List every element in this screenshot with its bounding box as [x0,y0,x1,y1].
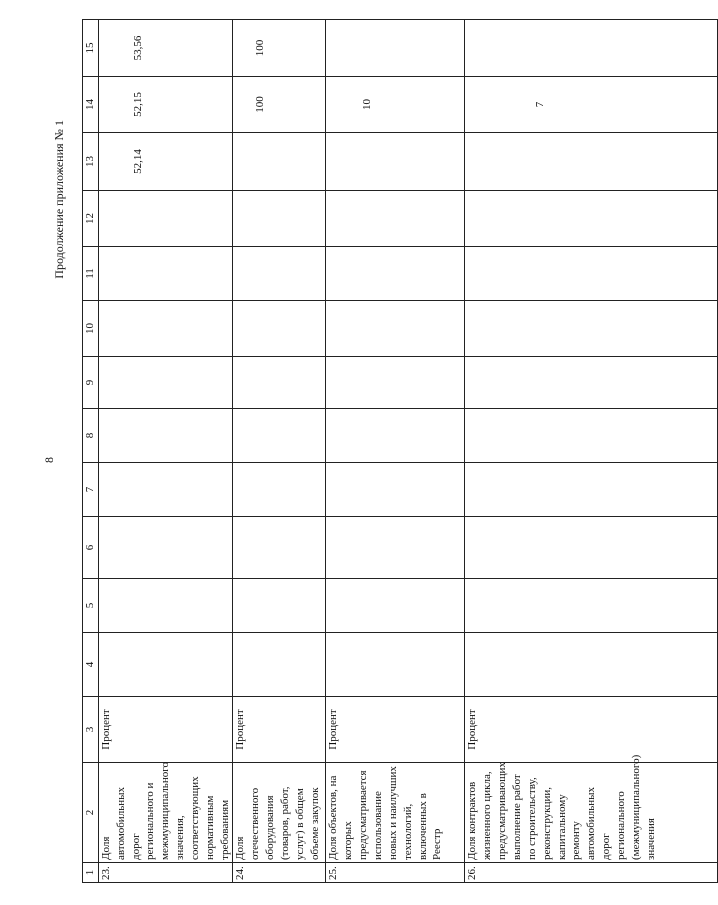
header-row [83,20,99,883]
empty-cell [326,301,465,357]
value-cell-15: 53,56 [98,20,233,77]
col-header: 6 [83,517,99,579]
empty-cell [98,463,233,517]
value-cell-14: 10 [326,77,465,133]
empty-cell [233,301,326,357]
indicator-name: Доля отечественного оборудования (товаров, работ, услуг) в общем объеме закупок [233,763,326,863]
empty-cell [326,633,465,697]
empty-cell [233,409,326,463]
col-header: 15 [83,20,99,77]
empty-cell [233,579,326,633]
empty-cell [326,409,465,463]
row-number: 25. [326,863,465,883]
empty-cell [98,409,233,463]
empty-cell [465,301,718,357]
indicator-name: Доля объектов, на которых предусматривается использование новых и наилучших технологий, включенных в Реестр [326,763,465,863]
empty-cell [233,357,326,409]
value-cell-14: 52,15 [98,77,233,133]
col-header: 5 [83,579,99,633]
empty-cell [233,463,326,517]
unit-cell: Процент [465,697,718,763]
empty-cell [326,579,465,633]
col-header: 8 [83,409,99,463]
empty-cell [326,191,465,247]
empty-cell [465,191,718,247]
empty-cell [326,247,465,301]
unit-cell: Процент [326,697,465,763]
empty-cell [465,357,718,409]
col-header: 7 [83,463,99,517]
row-number: 24. [233,863,326,883]
col-header: 12 [83,191,99,247]
value-cell-14: 7 [465,77,718,133]
empty-cell [98,517,233,579]
empty-cell [98,191,233,247]
value-cell-15 [465,20,718,77]
empty-cell [465,633,718,697]
col-header: 2 [83,763,99,863]
col-header: 14 [83,77,99,133]
value-cell-13 [326,133,465,191]
value-cell-15 [326,20,465,77]
table-row [465,20,718,883]
empty-cell [465,517,718,579]
page-number: 8 [42,457,56,463]
continuation-label: Продолжение приложения № 1 [52,120,66,279]
col-header: 9 [83,357,99,409]
value-cell-13 [233,133,326,191]
empty-cell [98,633,233,697]
indicator-name: Доля автомобильных дорог регионального и межмуниципального значения, соответствующих нормативным требованиям [98,763,233,863]
value-cell-15: 100 [233,20,326,77]
table-row [233,20,326,883]
value-cell-13 [465,133,718,191]
empty-cell [326,517,465,579]
empty-cell [465,247,718,301]
empty-cell [233,633,326,697]
empty-cell [326,357,465,409]
empty-cell [233,517,326,579]
table-row [326,20,465,883]
empty-cell [98,357,233,409]
empty-cell [233,191,326,247]
col-header: 1 [83,863,99,883]
unit-cell: Процент [233,697,326,763]
table-row [98,20,233,883]
value-cell-13: 52,14 [98,133,233,191]
unit-cell: Процент [98,697,233,763]
empty-cell [98,301,233,357]
col-header: 4 [83,633,99,697]
row-number: 26. [465,863,718,883]
appendix-table [82,19,718,883]
value-cell-14: 100 [233,77,326,133]
empty-cell [465,409,718,463]
empty-cell [465,463,718,517]
col-header: 3 [83,697,99,763]
col-header: 10 [83,301,99,357]
empty-cell [326,463,465,517]
empty-cell [98,579,233,633]
empty-cell [98,247,233,301]
empty-cell [465,579,718,633]
col-header: 13 [83,133,99,191]
row-number: 23. [98,863,233,883]
empty-cell [233,247,326,301]
indicator-name: Доля контрактов жизненного цикла, предусматривающих выполнение работ по строительству, реконструкции, капитальному ремонту автомобильных дорог регионального (межмуниципального) значения [465,763,718,863]
col-header: 11 [83,247,99,301]
